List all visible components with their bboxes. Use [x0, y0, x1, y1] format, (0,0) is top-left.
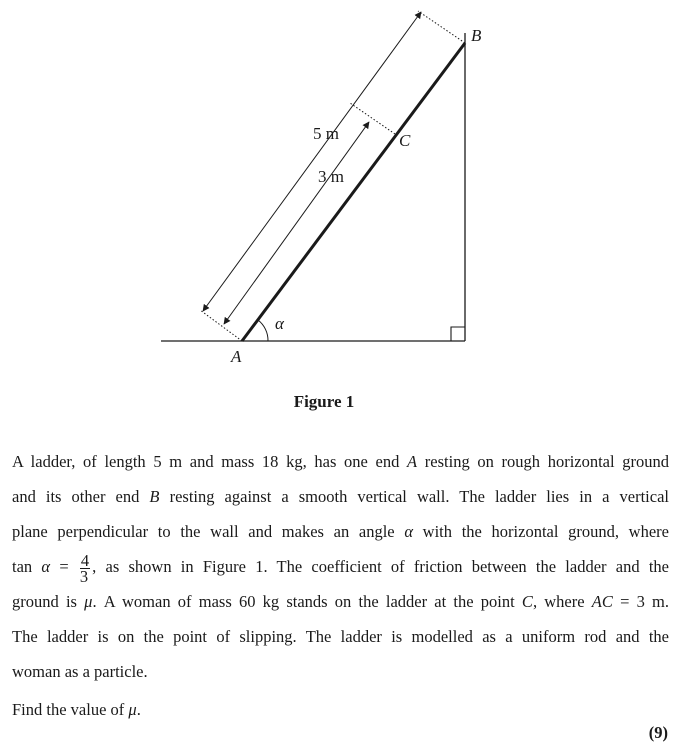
fraction	[79, 550, 90, 586]
text-run: A ladder, of length 5 m and mass 18 kg, has one end	[12, 452, 408, 471]
extension-line-c	[350, 103, 395, 134]
text-run: . A woman of mass 60 kg stands on the ladder at the point	[92, 592, 522, 611]
text-run: The ladder is on the point of slipping. The ladder is modelled as a uniform rod and the	[12, 627, 669, 646]
question-line	[12, 549, 669, 584]
dimension-arrow-5m	[203, 12, 421, 311]
right-angle-marker	[451, 327, 465, 341]
math-symbol: B	[149, 487, 160, 506]
label-point-c: C	[399, 131, 411, 150]
text-run: and its other end	[12, 487, 150, 506]
question-task	[12, 700, 141, 720]
fraction-denominator: 3	[79, 566, 89, 586]
angle-arc	[258, 320, 268, 341]
figure-caption: Figure 1	[293, 392, 355, 411]
math-symbol: α	[404, 522, 413, 541]
dimension-arrow-3m	[224, 122, 369, 324]
question-line	[12, 514, 669, 549]
text-run: resting on rough horizontal ground	[417, 452, 669, 471]
text-run: woman as a particle.	[12, 662, 148, 681]
label-point-b: B	[471, 26, 482, 45]
extension-line-a	[200, 310, 242, 341]
question-text	[12, 444, 669, 689]
math-symbol: C	[521, 592, 533, 611]
fraction-numerator: 4	[80, 550, 90, 570]
ladder-rod	[242, 43, 465, 341]
math-symbol: μ	[84, 592, 93, 611]
math-symbol: AC	[591, 592, 613, 611]
extension-line-b	[418, 11, 465, 43]
math-symbol: A	[407, 452, 418, 471]
label-angle: α	[275, 314, 284, 333]
text-run: , as shown in Figure 1. The coefficient of friction between the ladder and the	[92, 557, 669, 576]
label-length-part: 3 m	[318, 167, 344, 186]
math-symbol: μ	[128, 700, 137, 719]
label-point-a: A	[231, 347, 242, 366]
question-marks: (9)	[648, 723, 668, 742]
question-line	[12, 584, 669, 619]
question-line	[12, 619, 669, 654]
text-run: , where	[532, 592, 592, 611]
question-line	[12, 654, 669, 689]
question-line	[12, 479, 669, 514]
math-symbol: α	[41, 557, 51, 576]
question-line	[12, 444, 669, 479]
text-run: Find the value of	[12, 700, 129, 719]
label-length-total: 5 m	[313, 124, 339, 143]
text-run: tan	[12, 557, 42, 576]
text-run: .	[136, 700, 141, 719]
text-run: with the horizontal ground, where	[412, 522, 669, 541]
text-run: =	[50, 557, 78, 576]
text-run: = 3 m.	[612, 592, 670, 611]
text-run: resting against a smooth vertical wall. The ladder lies in a vertical	[159, 487, 670, 506]
text-run: plane perpendicular to the wall and makes an angle	[12, 522, 405, 541]
text-run: ground is	[12, 592, 85, 611]
